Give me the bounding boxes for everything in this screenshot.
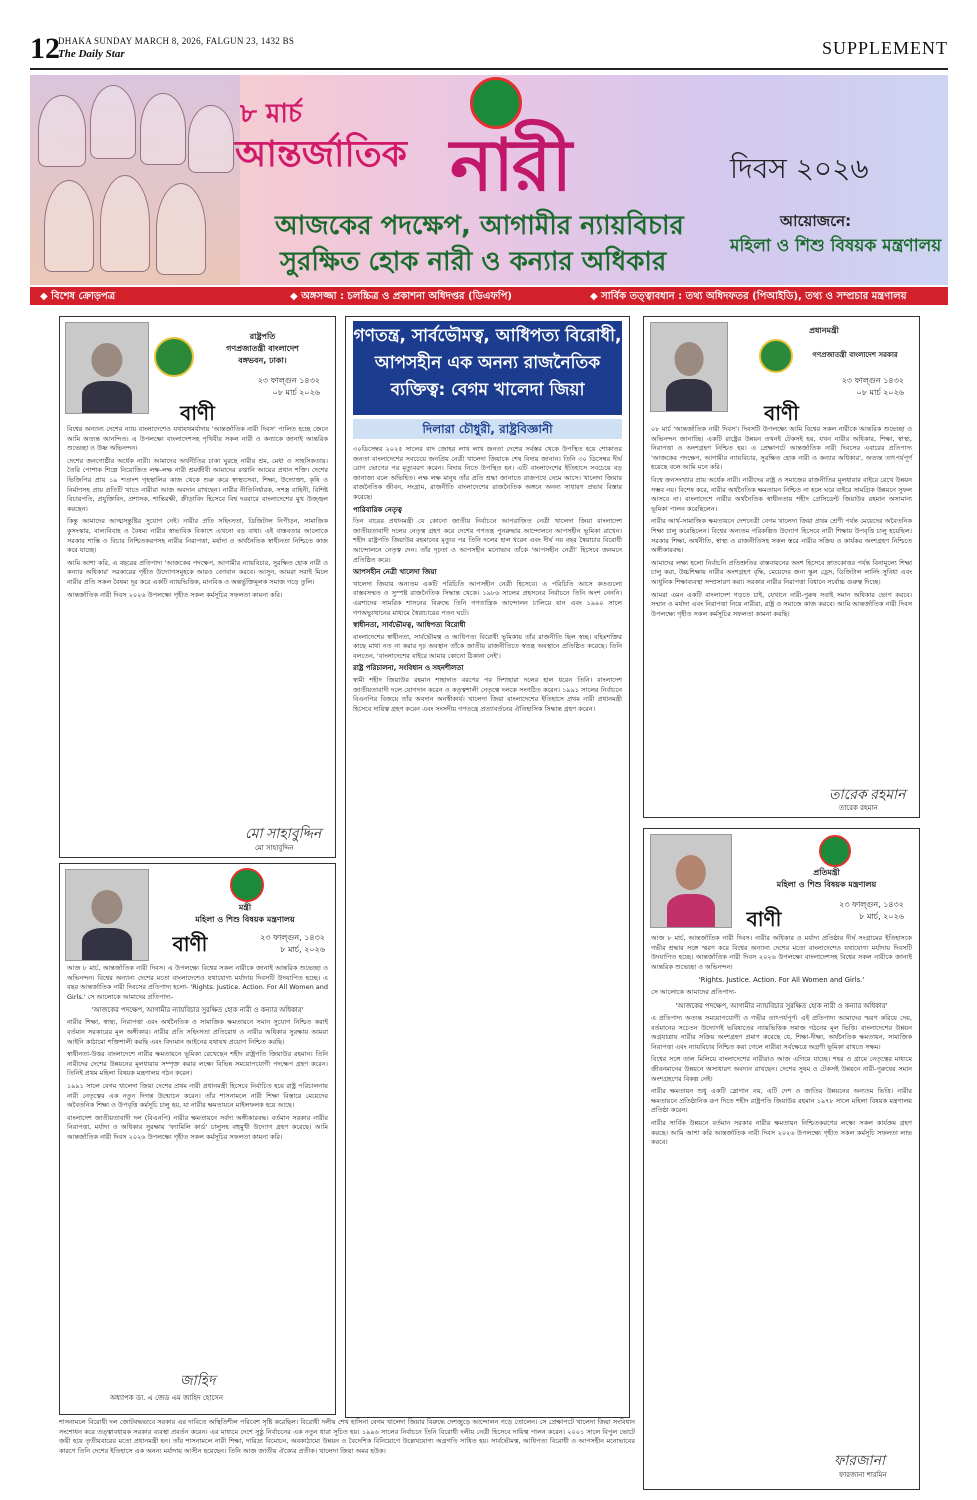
president-para: বিশ্বের অন্যান্য দেশের ন্যায় বাংলাদেশেও যথাযথমর্যাদায় 'আন্তর্জাতিক নারী দিবস' পালিত হচ্ছে জেনে আমি অত্যন্ত আনন্দিত। এ উপলক্ষ্যে বাংলাদেশসহ পৃথিবীর সকল নারী ও কন্যাকে জানাই আন্তরিক শুভেচ্ছা ও উষ্ণ অভিনন্দন। xyxy=(67,425,328,453)
sm-para: এ প্রতিপাদ্য অত্যন্ত সময়োপযোগী ও গভীর তাৎপর্যপূর্ণ। এই প্রতিপাদ্য আমাদের স্মরণ করিয়ে দেয়, বর্তমানের সচেতন উদ্যোগই ভবিষ্যতের ন্যায়ভিত্তিক সমাজ গঠনের মূল ভিত্তি। বাংলাদেশের উন্নয়ন অগ্রযাত্রায় নারীর সক্রিয় অংশগ্রহণ প্রমাণ করেছে যে, শিক্ষা-দীক্ষা, অর্থনৈতিক ক্ষমতায়ন, সামাজিক নিরাপত্তা এবং ন্যায়বিচার নিশ্চিত করা গেলে নারীরা সর্বক্ষেত্রে অগ্রণী ভূমিকা রাখতে সক্ষম। xyxy=(651,1013,912,1051)
president-message xyxy=(59,316,336,858)
president-date-en: ০৮ মার্চ ২০২৬ xyxy=(272,388,320,397)
minister-photo xyxy=(65,869,149,961)
minister-signature: জাহিদ xyxy=(180,1374,216,1389)
president-place: বঙ্গভবন, ঢাকা। xyxy=(238,356,287,365)
sm-para: বিশ্বের সঙ্গে তাল মিলিয়ে বাংলাদেশের নারীরাও আজ এগিয়ে যাচ্ছে। শহর ও গ্রামে নেতৃত্বের মাধ্যমে জীবনমানের উন্নয়নে অসাধারণ অবদান রাখছেন। দেশের সুষম ও টেকসই উন্নয়নে নারী-পুরুষের সমান অংশগ্রহণের বিকল্প নেই। xyxy=(651,1055,912,1083)
minister-para: স্বাধীনতা-উত্তর বাংলাদেশে নারীর ক্ষমতায়নে ভূমিকা রেখেছেন শহীদ রাষ্ট্রপতি জিয়াউর রহমান। তিনি নারীদের দেশের উন্নয়নের মূলধারায় সম্পৃক্ত করার লক্ষ্যে বিভিন্ন সময়োপযোগী পদক্ষেপ গ্রহণ করেন। তিনিই প্রথম মহিলা বিষয়ক মন্ত্রণালয় গঠন করেন। xyxy=(67,1050,328,1078)
organizer-label: আয়োজনে: xyxy=(780,212,852,230)
article-subhead: রাষ্ট্র পরিচালনা, সংবিধান ও সহনশীলতা xyxy=(353,664,464,673)
sm-quote: 'আজকের পদক্ষেপ, আগামীর ন্যায়বিচার সুরক্ষিত হোক নারী ও কন্যার অধিকার' xyxy=(675,1001,888,1010)
state-minister-photo xyxy=(650,834,732,928)
president-para: দেশের জনগোষ্ঠীর অর্ধেক নারী। আমাদের অর্থনীতির চাকা ঘুরছে নারীর শ্রম, মেধা ও সাহসিকতায়। তৈরি পোশাক শিল্পে নিয়োজিত লক্ষ-লক্ষ নারী শ্রমজীবী আমাদের রপ্তানি আয়ের প্রধান শক্তি। দেশের ভিজিপির প্রায় ১৯ শতাংশ গৃহস্থালির কাজ থেকে শুরু করে স্বাস্থ্যসেবা, শিক্ষা, উদ্যোক্তা, কৃষি ও নির্মাণসহ প্রায় প্রতিটি খাতে নারীরা আজ অবদান রাখছেন। নারীর নীতিনির্ধারক, সশস্ত্র বাহিনী, বিশিষ্ট বিচারপতি, প্রযুক্তিবিদ, প্রশাসক, শান্তিরক্ষী, ক্রীড়াবিদ হিসেবে বিশ্ব দরবারে বাংলাদেশের মুখ উজ্জ্বল করছেন। xyxy=(67,456,328,513)
pm-para: আমাদের লক্ষ্য হলো নির্বাচনি প্রতিশ্রুতির বাস্তবায়নের অংশ হিসেবে স্নাতকোত্তর পর্যন্ত বিনামূল্যে শিক্ষা চালু করা, উচ্চশিক্ষায় নারীর অংশগ্রহণ বৃদ্ধি, মেয়েদের জন্য স্কুল ড্রেস, ডিজিটাল লার্নিং সুবিধা এবং আধুনিক শিক্ষাব্যবস্থা সম্প্রসারণ করা। সরকার নারীর নিরাপত্তা বিধানে সর্বোচ্চ গুরুত্ব দিচ্ছে। xyxy=(651,558,912,586)
article-para: স্বামী শহীদ জিয়াউর রহমান শাহাদাত বরণের পর দিশাহারা দলের হাল ধরেন তিনি। বাংলাদেশ জাতীয়তাবাদী দলে যোগদান করেন ও কতৃত্বশালী নেতৃত্বে দলকে সংগঠিত করেন। ১৯৯১ সালের নির্বাচনে বিএনপির বিজয়ে তাঁর অবদান অনস্বীকার্য। খালেদা জিয়া বাংলাদেশের ইতিহাসে প্রথম নারী প্রধানমন্ত্রী হিসেবে দায়িত্ব গ্রহণ করেন এবং সংসদীয় গণতন্ত্রে প্রত্যাবর্তনের ঐতিহাসিক সিদ্ধান্ত গ্রহণ করেন। xyxy=(353,676,622,713)
sm-para: নারীর ক্ষমতায়ন শুধু একটি স্লোগান নয়, এটি দেশ ও জাতির উন্নয়নের অন্যতম ভিত্তি। নারীর ক্ষমতায়নে প্রতিষ্ঠানিক রূপ দিতে শহীদ রাষ্ট্রপতি জিয়াউর রহমান ১৯৭৮ সালে মহিলা বিষয়ক মন্ত্রণালয় প্রতিষ্ঠা করেন। xyxy=(651,1087,912,1115)
state-minister-role: প্রতিমন্ত্রী xyxy=(813,868,840,877)
pm-para: ০৮ মার্চ 'আন্তর্জাতিক নারী দিবস'। দিবসটি উপলক্ষ্যে আমি বিশ্বের সকল নারীকে আন্তরিক শুভেচ্ছা ও অভিনন্দন জানাচ্ছি। একটি রাষ্ট্রের উন্নয়ন তখনই টেকসই হয়, যখন নারীর অধিকার, শিক্ষা, স্বাস্থ্য, নিরাপত্তা ও অংশগ্রহণ নিশ্চিত হয়। এ প্রেক্ষাপটে আন্তর্জাতিক নারী দিবসের এবারের প্রতিপাদ্য 'আজকের পদক্ষেপ, আগামীর ন্যায়বিচার, সুরক্ষিত হোক নারী ও কন্যার অধিকার', অত্যন্ত তাৎপর্যপূর্ণ হয়েছে বলে আমি মনে করি। xyxy=(651,425,912,472)
ribbon-design: ◆ অঙ্গসজ্জা : চলচ্চিত্র ও প্রকাশনা অধিদপ্তর (ডিএফপি) xyxy=(290,291,512,302)
president-role: রাষ্ট্রপতি xyxy=(249,332,276,341)
president-para: আন্তর্জাতিক নারী দিবস ২০২৬ উপলক্ষ্যে গৃহীত সকল কর্মসূচির সফলতা কামনা করি। xyxy=(67,590,283,599)
slogan-line-1: আজকের পদক্ষেপ, আগামীর ন্যায়বিচার xyxy=(275,211,684,241)
organizer: মহিলা ও শিশু বিষয়ক মন্ত্রণালয় xyxy=(730,236,942,256)
president-seal-icon xyxy=(154,337,194,377)
article-subhead: পারিবারিক নেতৃত্ব xyxy=(353,505,402,514)
banner-date: ৮ মার্চ xyxy=(240,99,302,129)
sm-quote: 'Rights. Justice. Action. For All Women and Girls.' xyxy=(698,976,865,985)
president-para: আমি আশা করি, এ বছরের প্রতিপাদ্য 'আজকের পদক্ষেপ, আগামীর ন্যায়বিচার, সুরক্ষিত হোক নারী ও কন্যার অধিকার' সরকারের গৃহীত উদ্যোগসমূহকে আরও বেগবান করবে। আসুন, আমরা সবাই মিলে নারীর প্রতি সকল বৈষম্য দূর করে একটি ন্যায়ভিত্তিক, মানবিক ও অন্তর্ভুক্তিমূলক সমাজ গড়ে তুলি। xyxy=(67,558,328,586)
pm-body xyxy=(651,425,912,622)
minister-heading: বাণী xyxy=(172,932,208,956)
article-author: দিলারা চৌধুরী, রাষ্ট্রবিজ্ঞানী xyxy=(353,419,622,439)
minister-org: মহিলা ও শিশু বিষয়ক মন্ত্রণালয় xyxy=(195,915,295,924)
prime-minister-message xyxy=(643,316,920,818)
minister-date-bn: ২৩ ফাল্গুন, ১৪৩২ xyxy=(260,933,325,942)
pm-name: তারেক রহমান xyxy=(839,804,878,812)
article-para: খালেদা জিয়ার অন্যতম একটি পরিচিতি আপসহীন নেত্রী হিসেবে। এ পরিচিতি আসে কতগুলো বাস্তবসম্মত ও সুস্পষ্ট রাজনৈতিক সিদ্ধান্ত থেকে। ১৯৮৬ সালের প্রহসনের নির্বাচনে তিনি অংশ নেননি। এরশাদের সামরিক শাসনের বিরুদ্ধে তিনি গণতান্ত্রিক আন্দোলন চালিয়ে যান এবং ১৯৯০ সালে গণঅভ্যুত্থানের মাধ্যমে স্বৈরাচারের পতন ঘটে। xyxy=(353,579,622,617)
article-continuation xyxy=(59,1418,635,1488)
sm-heading: বাণী xyxy=(746,907,782,931)
article-subhead: স্বাধীনতা, সার্বভৌমত্ব, আধিপত্য বিরোধী xyxy=(353,621,466,630)
page-header xyxy=(30,30,948,70)
pm-para: নারীর আর্থ-সামাজিক ক্ষমতায়নে দেশনেত্রী বেগম খালেদা জিয়া প্রথম শ্রেণী পর্যন্ত মেয়েদের অবৈতনিক শিক্ষা চালু করেছিলেন। বিশ্বের অন্যতম পরিকল্পিত উদ্যোগ হিসেবে নারী শিক্ষায় উপবৃত্তি চালু হয়েছিল। সরকার শিক্ষা, অর্থনীতি, স্বাস্থ্য ও রাজনীতিসহ সকল স্তরে নারীর সক্রিয় ও কার্যকর অংশগ্রহণ নিশ্চিতে অঙ্গীকারবদ্ধ। xyxy=(651,517,912,555)
page-number: 12 xyxy=(30,32,60,65)
pm-signature: তারেক রহমান xyxy=(829,788,906,803)
article-title: গণতন্ত্র, সার্বভৌমত্ব, আধিপত্য বিরোধী, আপসহীন এক অনন্য রাজনৈতিক ব্যক্তিত্ব: বেগম খালেদা জিয়া xyxy=(353,321,622,415)
minister-para: আজ ৮ মার্চ, আন্তর্জাতিক নারী দিবস। এ উপলক্ষ্যে বিশ্বের সকল নারীকে জানাই আন্তরিক শুভেচ্ছা ও অভিনন্দন। বিশ্বের অন্যান্য দেশের মতো বাংলাদেশেও যথাযোগ্য মর্যাদায় দিবসটি উদযাপিত হচ্ছে। এ বছর আন্তর্জাতিক নারী দিবসের প্রতিপাদ্য হলো- 'Rights. Justice. Action. For All Women and Girls.' সে আলোকে আমাদের প্রতিপাদ্য- xyxy=(67,964,328,1001)
sm-date-en: ৮ মার্চ, ২০২৬ xyxy=(859,912,904,921)
president-body xyxy=(67,425,328,603)
paper-logo: The Daily Star xyxy=(58,48,125,60)
state-minister-message xyxy=(643,828,920,1490)
president-para: কিন্তু আমাদের আত্মসন্তুষ্টির সুযোগ নেই। নারীর প্রতি সহিংসতা, ডিজিটাল নিপীড়ন, সামাজিক কুসংস্কার, বাল্যবিবাহ ও বৈষম্য নারীর স্বাভাবিক বিকাশে এখনো বড় বাধা। এই বাস্তবতার আলোকে সরকার শাস্তি ও বিচার নিশ্চিতকরণসহ নারীর নিরাপত্তা, মর্যাদা ও অর্থনৈতিক স্বাধীনতা নিশ্চিতে কাজ করে যাচ্ছে। xyxy=(67,517,328,555)
section-label: SUPPLEMENT xyxy=(821,38,948,58)
banner-international: আন্তর্জাতিক xyxy=(235,134,407,175)
banner-day-year: দিবস ২০২৬ xyxy=(730,152,869,185)
minister-quote: 'আজকের পদক্ষেপ, আগামীর ন্যায়বিচার সুরক্ষিত হোক নারী ও কন্যার অধিকার' xyxy=(91,1006,304,1015)
ribbon-special: ◆ বিশেষ ক্রোড়পত্র xyxy=(40,291,116,302)
prime-minister-role: প্রধানমন্ত্রী xyxy=(809,326,839,335)
sm-para: নারীর সার্বিক উন্নয়নে বর্তমান সরকার নারীর ক্ষমতায়ন নিশ্চিতকরণের লক্ষ্যে সকল কার্যক্রম গ্রহণ করছে। আমি আশা করি আন্তর্জাতিক নারী দিবস ২০২৬ উপলক্ষ্যে গৃহীত সকল কর্মসূচি সফলতা লাভ করবে। xyxy=(651,1118,912,1147)
minister-para: ১৯৯১ সালে বেগম খালেদা জিয়া দেশের প্রথম নারী প্রধানমন্ত্রী হিসেবে নির্বাচিত হয়ে রাষ্ট্র পরিচালনায় নারী নেতৃত্বের এক নতুন দিগন্ত উন্মোচন করেন। তাঁর শাসনামলে নারী শিক্ষা বিস্তারে মেয়েদের অবৈতনিক শিক্ষা ও উপবৃত্তি কর্মসূচি চালু হয়, যা নারীর ক্ষমতায়নে মাইলফলক হয়ে আছে। xyxy=(67,1081,328,1110)
ribbon-supervision: ◆ সার্বিক তত্ত্বাবধান : তথ্য অধিদফতর (পিআইডি), তথ্য ও সম্প্রচার মন্ত্রণালয় xyxy=(590,291,907,302)
minister-message xyxy=(59,863,336,1415)
women-illustration xyxy=(30,75,240,285)
state-minister-org: মহিলা ও শিশু বিষয়ক মন্ত্রণালয় xyxy=(776,880,877,889)
sm-date-bn: ২৩ ফাল্গুন, ১৪৩২ xyxy=(839,900,904,909)
pm-seal-icon xyxy=(759,339,793,373)
prime-minister-org: গণপ্রজাতন্ত্রী বাংলাদেশ সরকার xyxy=(812,351,898,359)
article-body xyxy=(353,445,622,717)
minister-role: মন্ত্রী xyxy=(238,903,252,912)
continuation-para: শাসনামলে বিরোধী দল জোটবদ্ধভাবে সরকার এর দাবিতে অস্থিতিশীল পরিবেশ সৃষ্টি করেছিল। বিরোধী দলীয় শেখ হাসিনা বেগম খালেদা জিয়ার বিরুদ্ধে দেশজুড়ে আন্দোলন গড়ে তোলেন। সে প্রেক্ষাপটে খালেদা জিয়া সংবিধান সংশোধন করে তত্ত্বাবধায়ক সরকার ব্যবস্থা প্রবর্তন করেন। এর মাধ্যমে দেশে সুষ্ঠু নির্বাচনের এক নতুন ধারা সূচিত হয়। ১৯৯৬ সালের নির্বাচনে তিনি বিরোধী দলীয় নেত্রী হিসেবে দায়িত্ব পালন করেন। ২০০১ সালে বিপুল ভোটে জয়ী হয়ে তৃতীয়বারের মতো প্রধানমন্ত্রী হন। তাঁর শাসনামলে নারী শিক্ষা, দারিদ্র্য বিমোচন, অবকাঠামো উন্নয়ন ও বৈদেশিক বিনিয়োগে উল্লেখযোগ্য অগ্রগতি সাধিত হয়। সার্বভৌমত্ব, আধিপত্য বিরোধী ও আপসহীন মনোভাবের কারণে তিনি দেশের ইতিহাসে এক অনন্য মর্যাদায় আসীন হয়েছেন। তিনি আজ জাতীয় ঐক্যের প্রতীক। খালেদা জিয়া অমর হউক। xyxy=(59,1418,635,1455)
president-signature: মো সাহাবুদ্দিন xyxy=(245,827,322,842)
article-para: বাংলাদেশের স্বাধীনতা, সার্বভৌমত্ব ও আধিপত্য বিরোধী ভূমিকায় তাঁর রাজনীতি ছিল স্বচ্ছ। বহিঃশক্তির কাছে মাথা নত না করার দৃঢ় অবস্থান তাঁকে জাতীয় রাজনীতিতে স্বতন্ত্র অবস্থানে প্রতিষ্ঠিত করেছে। তিনি বলতেন, 'বাংলাদেশের বাইরে আমার কোনো ঠিকানা নেই'। xyxy=(353,632,622,660)
minister-body xyxy=(67,964,328,1146)
minister-para: বাংলাদেশ জাতীয়তাবাদী দল (বিএনপি) নারীর ক্ষমতায়নে সর্বদা অঙ্গীকারবদ্ধ। বর্তমান সরকার নারীর নিরাপত্তা, মর্যাদা ও অধিকার সুরক্ষায় 'ফ্যামিলি কার্ড' চালুসহ বহুমুখী উদ্যোগ গ্রহণ করেছে। আমি আন্তর্জাতিক নারী দিবস ২০২৬ উপলক্ষ্যে গৃহীত সকল কর্মসূচির সফলতা কামনা করি। xyxy=(67,1113,328,1141)
article-para: তিন বারের প্রধানমন্ত্রী যে কোনো জাতীয় নির্বাচনে আপরাজিত নেত্রী খালেদা জিয়া বাংলাদেশ জাতীয়তাবাদী দলের নেতৃত্ব গ্রহণ করে দেশের গণতন্ত্র পুনরুদ্ধার আন্দোলনে আপসহীন ভূমিকা রাখেন। শহীদ রাষ্ট্রপতি জিয়াউর রহমানের মৃত্যুর পর তিনি দলের হাল ধরেন এবং দীর্ঘ নয় বছর স্বৈরাচার বিরোধী আন্দোলনে নেতৃত্ব দেন। তাঁর দৃঢ়তা ও আপসহীন মনোভাব তাঁকে 'আপসহীন নেত্রী' হিসেবে জনমনে প্রতিষ্ঠিত করে। xyxy=(353,517,622,564)
govt-emblem-icon xyxy=(819,835,851,867)
center-article xyxy=(345,316,630,1418)
sm-name: ফারজানা শারমিন xyxy=(839,1471,887,1479)
sm-body xyxy=(651,934,912,1151)
dateline: DHAKA SUNDAY MARCH 8, 2026, FALGUN 23, 1432 BS xyxy=(58,36,295,46)
minister-para: নারীর শিক্ষা, স্বাস্থ্য, নিরাপত্তা এবং অর্থনৈতিক ও সামাজিক ক্ষমতায়নে সমান সুযোগ নিশ্চিত করাই বর্তমান সরকারের মূল অঙ্গীকার। নারীর প্রতি সহিংসতা প্রতিরোধ ও নারীর অধিকার সুরক্ষায় আমরা আইনি কাঠামো শক্তিশালী করছি এবং বিদ্যমান আইনের যথাযথ প্রয়োগ নিশ্চিত করছি। xyxy=(67,1018,328,1046)
president-org: গণপ্রজাতন্ত্রী বাংলাদেশ xyxy=(226,344,299,353)
president-date-bn: ২৩ ফাল্গুন ১৪৩২ xyxy=(257,376,320,385)
sm-signature: ফারজানা xyxy=(834,1454,885,1469)
pm-para: আমরা এমন একটি বাংলাদেশ গড়তে চাই, যেখানে নারী-পুরুষ সবাই সমান অধিকার ভোগ করবে। সম্মান ও মর্যাদা এবং নিরাপত্তা নিয়ে নারীরা, রাষ্ট্র ও সমাজে কাজ করবে। আমি আন্তর্জাতিক নারী দিবস উপলক্ষ্যে গৃহীত সকল কর্মসূচির সফলতা কামনা করছি। xyxy=(651,590,912,618)
pm-date-bn: ২৩ ফাল্গুন ১৪৩২ xyxy=(841,376,904,385)
credit-ribbon xyxy=(30,287,948,305)
banner-women: নারী xyxy=(450,123,571,207)
article-subhead: আপসহীন নেত্রী খালেদা জিয়া xyxy=(353,568,437,577)
sm-para: সে আলোকে আমাদের প্রতিপাদ্য- xyxy=(651,988,737,997)
pm-heading: বাণী xyxy=(764,401,799,425)
pm-date-en: ০৮ মার্চ ২০২৬ xyxy=(856,388,904,397)
minister-name: অধ্যাপক ডা. এ জেড এম জাহিদ হোসেন xyxy=(110,1394,224,1402)
govt-emblem-icon xyxy=(230,868,264,902)
president-heading: বাণী xyxy=(180,401,215,425)
minister-date-en: ৮ মার্চ, ২০২৬ xyxy=(280,945,325,954)
article-para: ৩০ডিসেম্বর ২০২৫ সালের বাদ জোহর লাখ লাখ জনতা দেশের সর্বস্তর থেকে উপস্থিত হয়ে শোকাতর জনতা বাংলাদেশের সবচেয়ে জনপ্রিয় নেত্রী খালেদা জিয়াকে শেষ বিদায় জানান। তিনি ৩০ ডিসেম্বর দীর্ঘ রোগ ভোগের পর মৃত্যুবরণ করেন। বিদায় নিতে উপস্থিত হন। এটি বাংলাদেশের ইতিহাসে সবচেয়ে বড় জানাজা বলে অভিহিত। লক্ষ লক্ষ মানুষ তাঁর প্রতি শ্রদ্ধা জানাতে রাজপথে নেমে আসে। খালেদা জিয়ার রাজনৈতিক জীবন, সংগ্রাম, রাজনীতি বাংলাদেশের রাজনৈতিক অঙ্গনে অনন্য সাধারণ প্রভাব বিস্তার করেছে। xyxy=(353,445,622,501)
banner xyxy=(30,75,948,285)
pm-para: বিশ্বে জনসংখ্যার প্রায় অর্ধেক নারী। নারীদের রাষ্ট্র ও সমাজের রাজনীতির মূলধারার বাইরে রেখে উন্নয়ন সম্ভব নয়। বিশেষ করে, নারীর অর্থনৈতিক ক্ষমতায়ন নিশ্চিত না হলে ঘরে বাইরে সামগ্রিক উন্নয়নে সুফল আসবে না। বাংলাদেশে নারীর অর্থনৈতিক স্বাধীনতায় শহীদ প্রেসিডেন্ট জিয়াউর রহমান অসামান্য ভূমিকা পালন করেছিলেন। xyxy=(651,475,912,513)
sm-para: আজ ৮ মার্চ, আন্তর্জাতিক নারী দিবস। নারীর অধিকার ও মর্যাদা প্রতিষ্ঠার দীর্ঘ সংগ্রামের ইতিহাসকে গভীর শ্রদ্ধার সঙ্গে স্মরণ করে বিশ্বের অন্যান্য দেশের মতো বাংলাদেশেও যথাযোগ্য মর্যাদায় দিবসটি উদযাপিত হচ্ছে। আন্তর্জাতিক নারী দিবস ২০২৬ উপলক্ষ্যে বাংলাদেশসহ বিশ্বের সকল নারীকে জানাই আন্তরিক শুভেচ্ছা ও অভিনন্দন। xyxy=(651,934,912,971)
slogan-line-2: সুরক্ষিত হোক নারী ও কন্যার অধিকার xyxy=(280,247,667,277)
president-name: মো সাহাবুদ্দিন xyxy=(255,844,294,852)
